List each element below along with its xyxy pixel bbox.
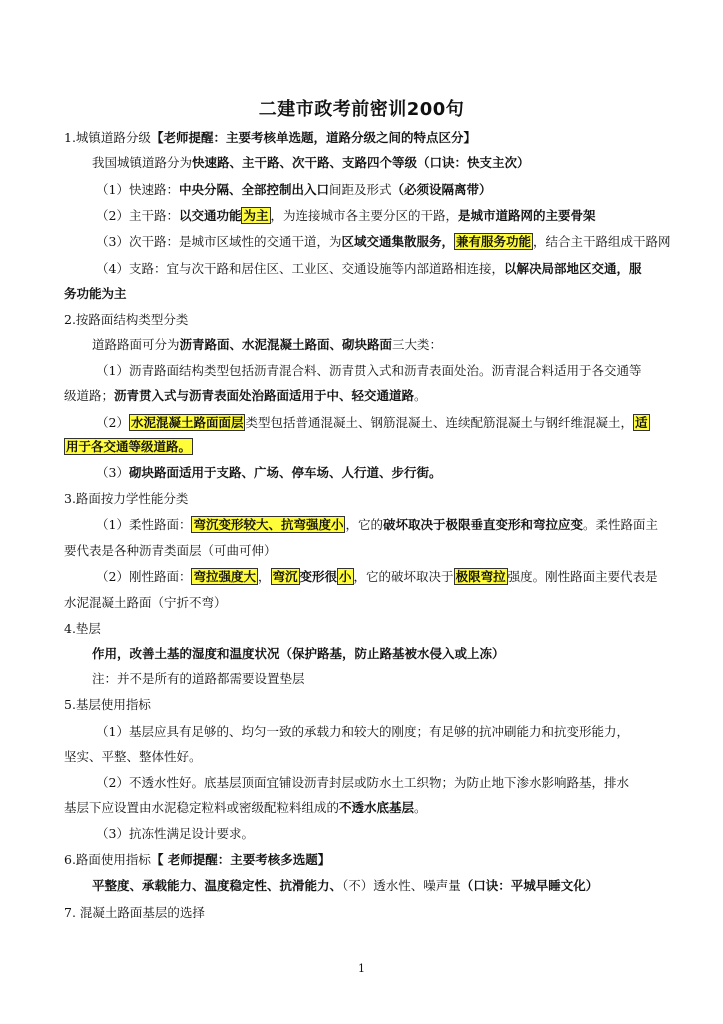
highlight: 弯拉强度大 — [193, 569, 256, 584]
s1-item-4-cont: 务功能为主 — [64, 286, 127, 301]
highlight: 极限弯拉 — [455, 569, 506, 584]
section-7-heading: 7. 混凝土路面基层的选择 — [64, 905, 205, 920]
s1-item-1: （1）快速路：中央分隔、全部控制出入口间距及形式（必须设隔离带） — [96, 182, 492, 197]
section-2-heading: 2.按路面结构类型分类 — [64, 312, 189, 327]
s2-item-1-cont: 级道路；沥青贯入式与沥青表面处治路面适用于中、轻交通道路。 — [64, 388, 427, 403]
s2-item-3: （3）砌块路面适用于支路、广场、停车场、人行道、步行街。 — [96, 465, 442, 480]
highlight: 适 — [634, 415, 648, 430]
page-number: 1 — [358, 962, 365, 975]
highlight: 兼有服务功能 — [455, 234, 531, 249]
section-1-heading: 1.城镇道路分级【老师提醒：主要考核单选题，道路分级之间的特点区分】 — [64, 130, 476, 145]
section-5-heading: 5.基层使用指标 — [64, 697, 151, 712]
highlight: 小 — [339, 569, 352, 584]
s5-item-2: （2）不透水性好。底基层顶面宜铺设沥青封层或防水土工织物；为防止地下渗水影响路基，排水 — [96, 775, 629, 790]
s1-item-4: （4）支路：宜与次干路和居住区、工业区、交通设施等内部道路相连接，以解决局部地区交通，服 — [96, 261, 642, 276]
s3-item-2-cont: 水泥混凝土路面（宁折不弯） — [64, 595, 227, 610]
s2-item-2: （2） 水泥混凝土路面面层 类型包括普通混凝土、钢筋混凝土、连续配筋混凝土与钢纤维混凝土， 适 — [96, 415, 648, 430]
highlight: 用于各交通等级道路。 — [66, 439, 192, 454]
s3-item-1-cont: 要代表是各种沥青类面层（可曲可伸） — [64, 543, 277, 558]
highlight: 为主 — [243, 208, 269, 223]
s2-intro: 道路路面可分为沥青路面、水泥混凝土路面、砌块路面三大类： — [92, 337, 443, 352]
s5-item-1: （1）基层应具有足够的、均匀一致的承载力和较大的刚度；有足够的抗冲刷能力和抗变形能力， — [96, 724, 629, 739]
s3-item-1: （1）柔性路面： 弯沉变形较大、抗弯强度小 ，它的破坏取决于极限垂直变形和弯拉应变。柔性路面主 — [96, 517, 659, 532]
section-6-heading: 6.路面使用指标【 老师提醒：主要考核多选题】 — [64, 852, 331, 867]
s3-item-2: （2）刚性路面： 弯拉强度大 ， 弯沉 变形很 小 ，它的破坏取决于 极限弯拉 强度。刚性路面主要代表是 — [96, 569, 658, 584]
s4-note: 注：并不是所有的道路都需要设置垫层 — [92, 671, 305, 686]
section-3-heading: 3.路面按力学性能分类 — [64, 491, 189, 506]
s2-item-1: （1）沥青路面结构类型包括沥青混合料、沥青贯入式和沥青表面处治。沥青混合料适用于各交通等 — [96, 363, 642, 378]
s5-item-2-cont: 基层下应设置由水泥稳定粒料或密级配粒料组成的不透水底基层。 — [64, 800, 427, 815]
s4-body: 作用，改善土基的湿度和温度状况（保护路基，防止路基被水侵入或上冻） — [92, 646, 505, 661]
s1-intro: 我国城镇道路分为快速路、主干路、次干路、支路四个等级（口诀：快支主次） — [92, 155, 530, 170]
page-title: 二建市政考前密训200句 — [258, 99, 465, 120]
s6-body: 平整度、承载能力、温度稳定性、抗滑能力、（不）透水性、噪声量（口诀：平城早睡文化） — [92, 878, 599, 893]
s2-item-2-cont — [64, 437, 663, 457]
highlight: 水泥混凝土路面面层 — [130, 415, 244, 430]
highlight: 弯沉变形较大、抗弯强度小 — [193, 517, 344, 532]
s1-item-3: （3）次干路：是城市区域性的交通干道，为区域交通集散服务， 兼有服务功能 ，结合主干路组成干路网 — [96, 234, 671, 249]
teacher-tip: 【 老师提醒：主要考核多选题】 — [150, 852, 331, 867]
teacher-tip: 【老师提醒：主要考核单选题，道路分级之间的特点区分】 — [150, 130, 476, 145]
s5-item-1-cont: 坚实、平整、整体性好。 — [64, 749, 202, 764]
s5-item-3: （3）抗冻性满足设计要求。 — [96, 826, 254, 841]
highlight: 弯沉 — [272, 569, 298, 584]
s1-item-2: （2）主干路：以交通功能 为主 ，为连接城市各主要分区的干路，是城市道路网的主要骨架 — [96, 208, 596, 223]
section-4-heading: 4.垫层 — [64, 621, 101, 636]
